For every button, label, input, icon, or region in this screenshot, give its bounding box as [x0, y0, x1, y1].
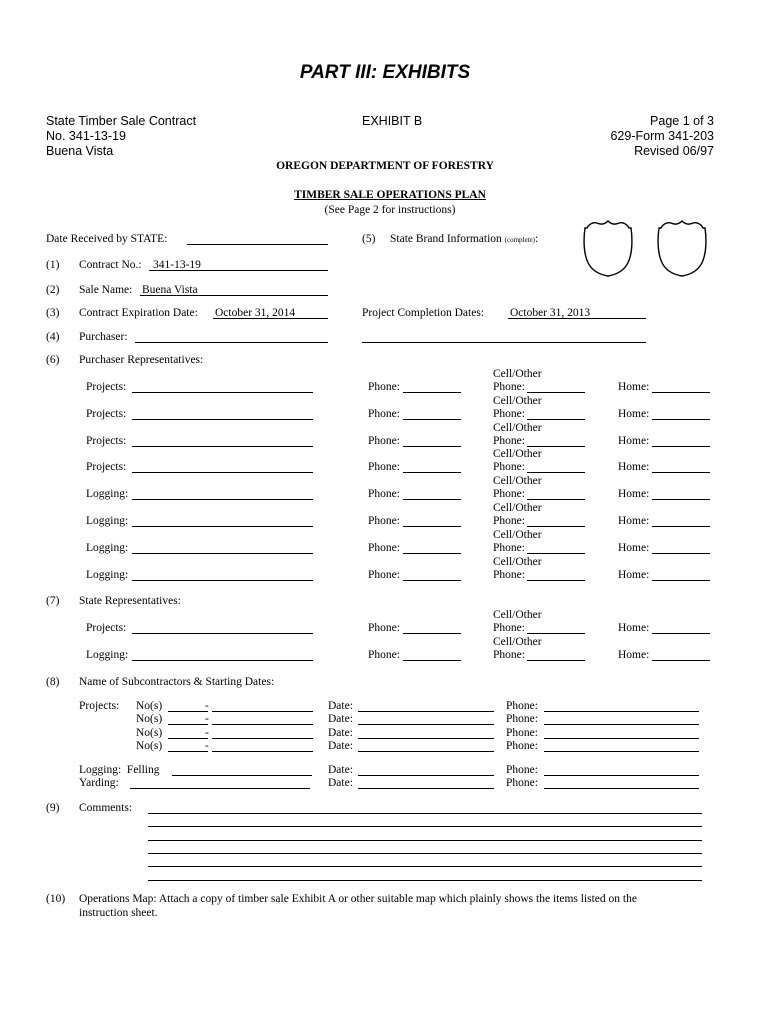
purchaser-rep-row-cell-field[interactable] — [527, 526, 585, 527]
purchaser-rep-row-name-field[interactable] — [132, 553, 313, 554]
purchaser-rep-row-cell-label: Cell/Other — [493, 368, 542, 380]
state-rep-row-phone-label: Phone: — [368, 622, 400, 634]
state-rep-row-name-field[interactable] — [132, 633, 313, 634]
purchaser-rep-row-home-label: Home: — [618, 407, 650, 420]
header-left-1: State Timber Sale Contract — [46, 114, 197, 128]
state-rep-row-cell-field[interactable] — [527, 660, 585, 661]
purchaser-rep-row-cell-field[interactable] — [527, 499, 585, 500]
purchaser-rep-row-cell-phone-label: Phone: — [493, 541, 525, 554]
purchaser-rep-row-cell-label: Cell/Other — [493, 502, 542, 514]
date-received-field[interactable] — [187, 244, 328, 245]
purchaser-rep-row-home-field[interactable] — [652, 419, 710, 420]
purchaser-rep-row-label: Projects: — [86, 381, 127, 393]
comments-line-6[interactable] — [148, 880, 702, 881]
item-6-num: (6) — [46, 354, 60, 366]
comments-line-2[interactable] — [148, 826, 702, 827]
header-right-3: Revised 06/97 — [634, 144, 714, 158]
contract-no-label: Contract No.: — [79, 259, 142, 271]
purchaser-rep-row-phone-label: Phone: — [368, 515, 400, 527]
header-right-2: 629-Form 341-203 — [610, 129, 714, 143]
sub-nos-dash: - — [205, 740, 209, 753]
subcontractors-label: Name of Subcontractors & Starting Dates: — [79, 676, 275, 688]
sub-phone-label: Phone: — [506, 713, 538, 726]
expiration-label: Contract Expiration Date: — [79, 307, 198, 319]
purchaser-rep-row-cell-label: Cell/Other — [493, 448, 542, 461]
item-10-num: (10) — [46, 893, 66, 905]
subs-logging-label — [79, 764, 160, 776]
purchaser-rep-row-phone-label: Phone: — [368, 541, 400, 554]
item-8-num: (8) — [46, 676, 60, 688]
purchaser-rep-row-phone-label: Phone: — [368, 407, 400, 420]
state-rep-row-home-field[interactable] — [652, 660, 710, 661]
purchaser-rep-row-home-label: Home: — [618, 488, 650, 501]
purchaser-rep-row-home-field[interactable] — [652, 526, 710, 527]
purchaser-rep-row-home-label: Home: — [618, 434, 650, 447]
purchaser-field[interactable] — [135, 342, 328, 343]
purchaser-rep-row-label: Logging: — [86, 488, 129, 501]
comments-line-3[interactable] — [148, 840, 702, 841]
expiration-value: October 31, 2014 — [215, 307, 296, 319]
sale-name-label: Sale Name: — [79, 284, 133, 296]
purchaser-rep-row-home-field[interactable] — [652, 580, 710, 581]
comments-line-5[interactable] — [148, 866, 702, 867]
sub-date-label: Date: — [328, 740, 353, 753]
purchaser-rep-row-label: Logging: — [86, 515, 129, 527]
sub-phone-field[interactable] — [544, 738, 699, 739]
sub-nos-dash: - — [205, 713, 209, 726]
state-rep-row-phone-label: Phone: — [368, 648, 400, 661]
purchaser-rep-row-cell-field[interactable] — [527, 580, 585, 581]
state-rep-row-home-label: Home: — [618, 622, 650, 634]
sub-phone-field[interactable] — [544, 711, 699, 712]
sub-nos-dash: - — [205, 700, 209, 712]
state-rep-row-phone-field[interactable] — [403, 633, 461, 634]
state-rep-row-label: Projects: — [86, 622, 127, 634]
item-2-num: (2) — [46, 284, 60, 296]
purchaser-rep-row-home-label: Home: — [618, 541, 650, 554]
purchaser-rep-row-home-label: Home: — [618, 568, 650, 581]
sub-date-field[interactable] — [358, 751, 494, 752]
sub-phone-field[interactable] — [544, 751, 699, 752]
yarding-phone-field[interactable] — [544, 788, 699, 789]
purchaser-rep-row-cell-label: Cell/Other — [493, 475, 542, 488]
state-reps-label: State Representatives: — [79, 595, 181, 607]
purchaser-rep-row-cell-field[interactable] — [527, 472, 585, 473]
purchaser-rep-row-label: Projects: — [86, 407, 127, 420]
completion-value: October 31, 2013 — [510, 307, 591, 319]
sub-phone-label: Phone: — [506, 726, 538, 739]
sub-nos-field[interactable] — [168, 751, 208, 752]
purchaser-rep-row-cell-label: Cell/Other — [493, 555, 542, 568]
purchaser-rep-row-name-field[interactable] — [132, 526, 313, 527]
sale-name-value: Buena Vista — [142, 284, 198, 296]
purchaser-rep-row-home-label: Home: — [618, 461, 650, 474]
purchaser-rep-row-phone-label: Phone: — [368, 434, 400, 447]
brand-colon: : — [534, 233, 539, 245]
sub-nos-field[interactable] — [168, 738, 208, 739]
sub-date-label: Date: — [328, 700, 353, 712]
felling-text: Felling — [126, 764, 160, 776]
subs-projects-label: Projects: — [79, 700, 120, 712]
state-rep-row-cell-field[interactable] — [527, 633, 585, 634]
plan-title: TIMBER SALE OPERATIONS PLAN — [294, 189, 486, 201]
header-left-3: Buena Vista — [46, 144, 114, 158]
sub-date-field[interactable] — [358, 724, 494, 725]
date-received-label: Date Received by STATE: — [46, 233, 168, 245]
purchaser-rep-row-cell-field[interactable] — [527, 553, 585, 554]
purchaser-rep-row-phone-field[interactable] — [403, 580, 461, 581]
sub-name-field[interactable] — [212, 711, 313, 712]
purchaser-rep-row-cell-phone-label: Phone: — [493, 381, 525, 393]
purchaser-rep-row-phone-field[interactable] — [403, 553, 461, 554]
purchaser-rep-row-cell-phone-label: Phone: — [493, 568, 525, 581]
felling-date-label: Date: — [328, 764, 353, 776]
purchaser-rep-row-name-field[interactable] — [132, 499, 313, 500]
yarding-phone-label: Phone: — [506, 777, 538, 789]
state-rep-row-cell-phone-label: Phone: — [493, 648, 525, 661]
purchaser-rep-row-name-field[interactable] — [132, 472, 313, 473]
sub-nos-dash: - — [205, 726, 209, 739]
yarding-label: Yarding: — [79, 777, 119, 789]
purchaser-rep-row-phone-field[interactable] — [403, 472, 461, 473]
purchaser-rep-row-cell-phone-label: Phone: — [493, 461, 525, 474]
purchaser-rep-row-home-label: Home: — [618, 381, 650, 393]
sub-date-label: Date: — [328, 713, 353, 726]
purchaser-rep-row-cell-label: Cell/Other — [493, 528, 542, 541]
purchaser-rep-row-label: Logging: — [86, 568, 129, 581]
purchaser-rep-row-cell-phone-label: Phone: — [493, 515, 525, 527]
purchaser-rep-row-phone-label: Phone: — [368, 568, 400, 581]
item-7-num: (7) — [46, 595, 60, 607]
brand-num: (5) — [362, 233, 376, 245]
sub-nos-field[interactable] — [168, 711, 208, 712]
item-1-num: (1) — [46, 259, 60, 271]
purchaser-rep-row-phone-label: Phone: — [368, 461, 400, 474]
purchaser-rep-row-cell-phone-label: Phone: — [493, 434, 525, 447]
purchaser-rep-row-name-field[interactable] — [132, 446, 313, 447]
department-heading: OREGON DEPARTMENT OF FORESTRY — [276, 160, 494, 172]
state-rep-row-label: Logging: — [86, 648, 129, 661]
yarding-date-label: Date: — [328, 777, 353, 789]
exhibit-label: EXHIBIT B — [362, 114, 423, 128]
purchaser-rep-row-phone-field[interactable] — [403, 419, 461, 420]
yarding-field[interactable] — [130, 788, 310, 789]
purchaser-rep-row-cell-field[interactable] — [527, 419, 585, 420]
purchaser-rep-row-label: Projects: — [86, 461, 127, 474]
state-rep-row-cell-label: Cell/Other — [493, 609, 542, 621]
felling-field[interactable] — [172, 775, 312, 776]
state-rep-row-name-field[interactable] — [132, 660, 313, 661]
sub-nos-label: No(s) — [136, 740, 163, 753]
sub-nos-label: No(s) — [136, 713, 163, 726]
purchaser-rep-row-phone-field[interactable] — [403, 526, 461, 527]
purchaser-rep-row-cell-phone-label: Phone: — [493, 407, 525, 420]
item-9-num: (9) — [46, 802, 60, 814]
purchaser-field-2[interactable] — [362, 342, 646, 343]
logging-text: Logging: — [79, 764, 122, 776]
felling-phone-field[interactable] — [544, 775, 699, 776]
purchaser-rep-row-phone-field[interactable] — [403, 446, 461, 447]
page-title: PART III: EXHIBITS — [299, 62, 471, 83]
purchaser-label: Purchaser: — [79, 331, 128, 343]
purchaser-rep-row-home-field[interactable] — [652, 446, 710, 447]
header-right-1: Page 1 of 3 — [650, 114, 714, 128]
purchaser-rep-row-home-field[interactable] — [652, 392, 710, 393]
item-3-num: (3) — [46, 307, 60, 319]
brand-note: (complete) — [504, 236, 535, 244]
sub-nos-label: No(s) — [136, 700, 163, 712]
operations-map-line-2: instruction sheet. — [79, 907, 158, 919]
sub-name-field[interactable] — [212, 751, 313, 752]
sub-date-label: Date: — [328, 726, 353, 739]
purchaser-rep-row-home-field[interactable] — [652, 553, 710, 554]
purchaser-rep-row-phone-label: Phone: — [368, 381, 400, 393]
completion-label: Project Completion Dates: — [362, 307, 485, 319]
purchaser-rep-row-name-field[interactable] — [132, 580, 313, 581]
sub-name-field[interactable] — [212, 724, 313, 725]
comments-line-1[interactable] — [148, 813, 702, 814]
purchaser-rep-row-name-field[interactable] — [132, 392, 313, 393]
purchaser-rep-row-cell-phone-label: Phone: — [493, 488, 525, 501]
state-rep-row-cell-phone-label: Phone: — [493, 622, 525, 634]
purchaser-rep-row-home-field[interactable] — [652, 472, 710, 473]
purchaser-rep-row-home-field[interactable] — [652, 499, 710, 500]
purchaser-rep-row-cell-label: Cell/Other — [493, 421, 542, 434]
purchaser-rep-row-label: Logging: — [86, 541, 129, 554]
item-4-num: (4) — [46, 331, 60, 343]
header-left-2: No. 341-13-19 — [46, 129, 126, 143]
purchaser-rep-row-home-label: Home: — [618, 515, 650, 527]
sub-date-field[interactable] — [358, 738, 494, 739]
state-rep-row-cell-label: Cell/Other — [493, 635, 542, 648]
sub-nos-label: No(s) — [136, 726, 163, 739]
purchaser-rep-row-label: Projects: — [86, 434, 127, 447]
comments-line-4[interactable] — [148, 853, 702, 854]
brand-shield-icon[interactable] — [581, 218, 635, 278]
brand-shield-icon-2[interactable] — [655, 218, 709, 278]
purchaser-rep-row-phone-field[interactable] — [403, 392, 461, 393]
sub-phone-field[interactable] — [544, 724, 699, 725]
sub-phone-label: Phone: — [506, 700, 538, 712]
sub-name-field[interactable] — [212, 738, 313, 739]
purchaser-rep-row-name-field[interactable] — [132, 419, 313, 420]
contract-no-value: 341-13-19 — [153, 259, 201, 271]
purchaser-rep-row-cell-field[interactable] — [527, 446, 585, 447]
brand-label — [390, 233, 538, 245]
purchaser-rep-row-cell-label: Cell/Other — [493, 394, 542, 407]
yarding-date-field[interactable] — [358, 788, 494, 789]
purchaser-rep-row-phone-field[interactable] — [403, 499, 461, 500]
felling-phone-label: Phone: — [506, 764, 538, 776]
sub-phone-label: Phone: — [506, 740, 538, 753]
plan-subtitle: (See Page 2 for instructions) — [324, 204, 456, 216]
sub-nos-field[interactable] — [168, 724, 208, 725]
felling-date-field[interactable] — [358, 775, 494, 776]
state-rep-row-home-label: Home: — [618, 648, 650, 661]
purchaser-rep-row-phone-label: Phone: — [368, 488, 400, 501]
brand-label-text: State Brand Information — [390, 233, 502, 245]
purchaser-rep-row-cell-field[interactable] — [527, 392, 585, 393]
comments-label: Comments: — [79, 802, 133, 814]
sub-date-field[interactable] — [358, 711, 494, 712]
operations-map-line-1: Operations Map: Attach a copy of timber sale Exhibit A or other suitable map which plainly shows the items listed on the — [79, 893, 637, 905]
purchaser-reps-label: Purchaser Representatives: — [79, 354, 204, 366]
state-rep-row-phone-field[interactable] — [403, 660, 461, 661]
state-rep-row-home-field[interactable] — [652, 633, 710, 634]
